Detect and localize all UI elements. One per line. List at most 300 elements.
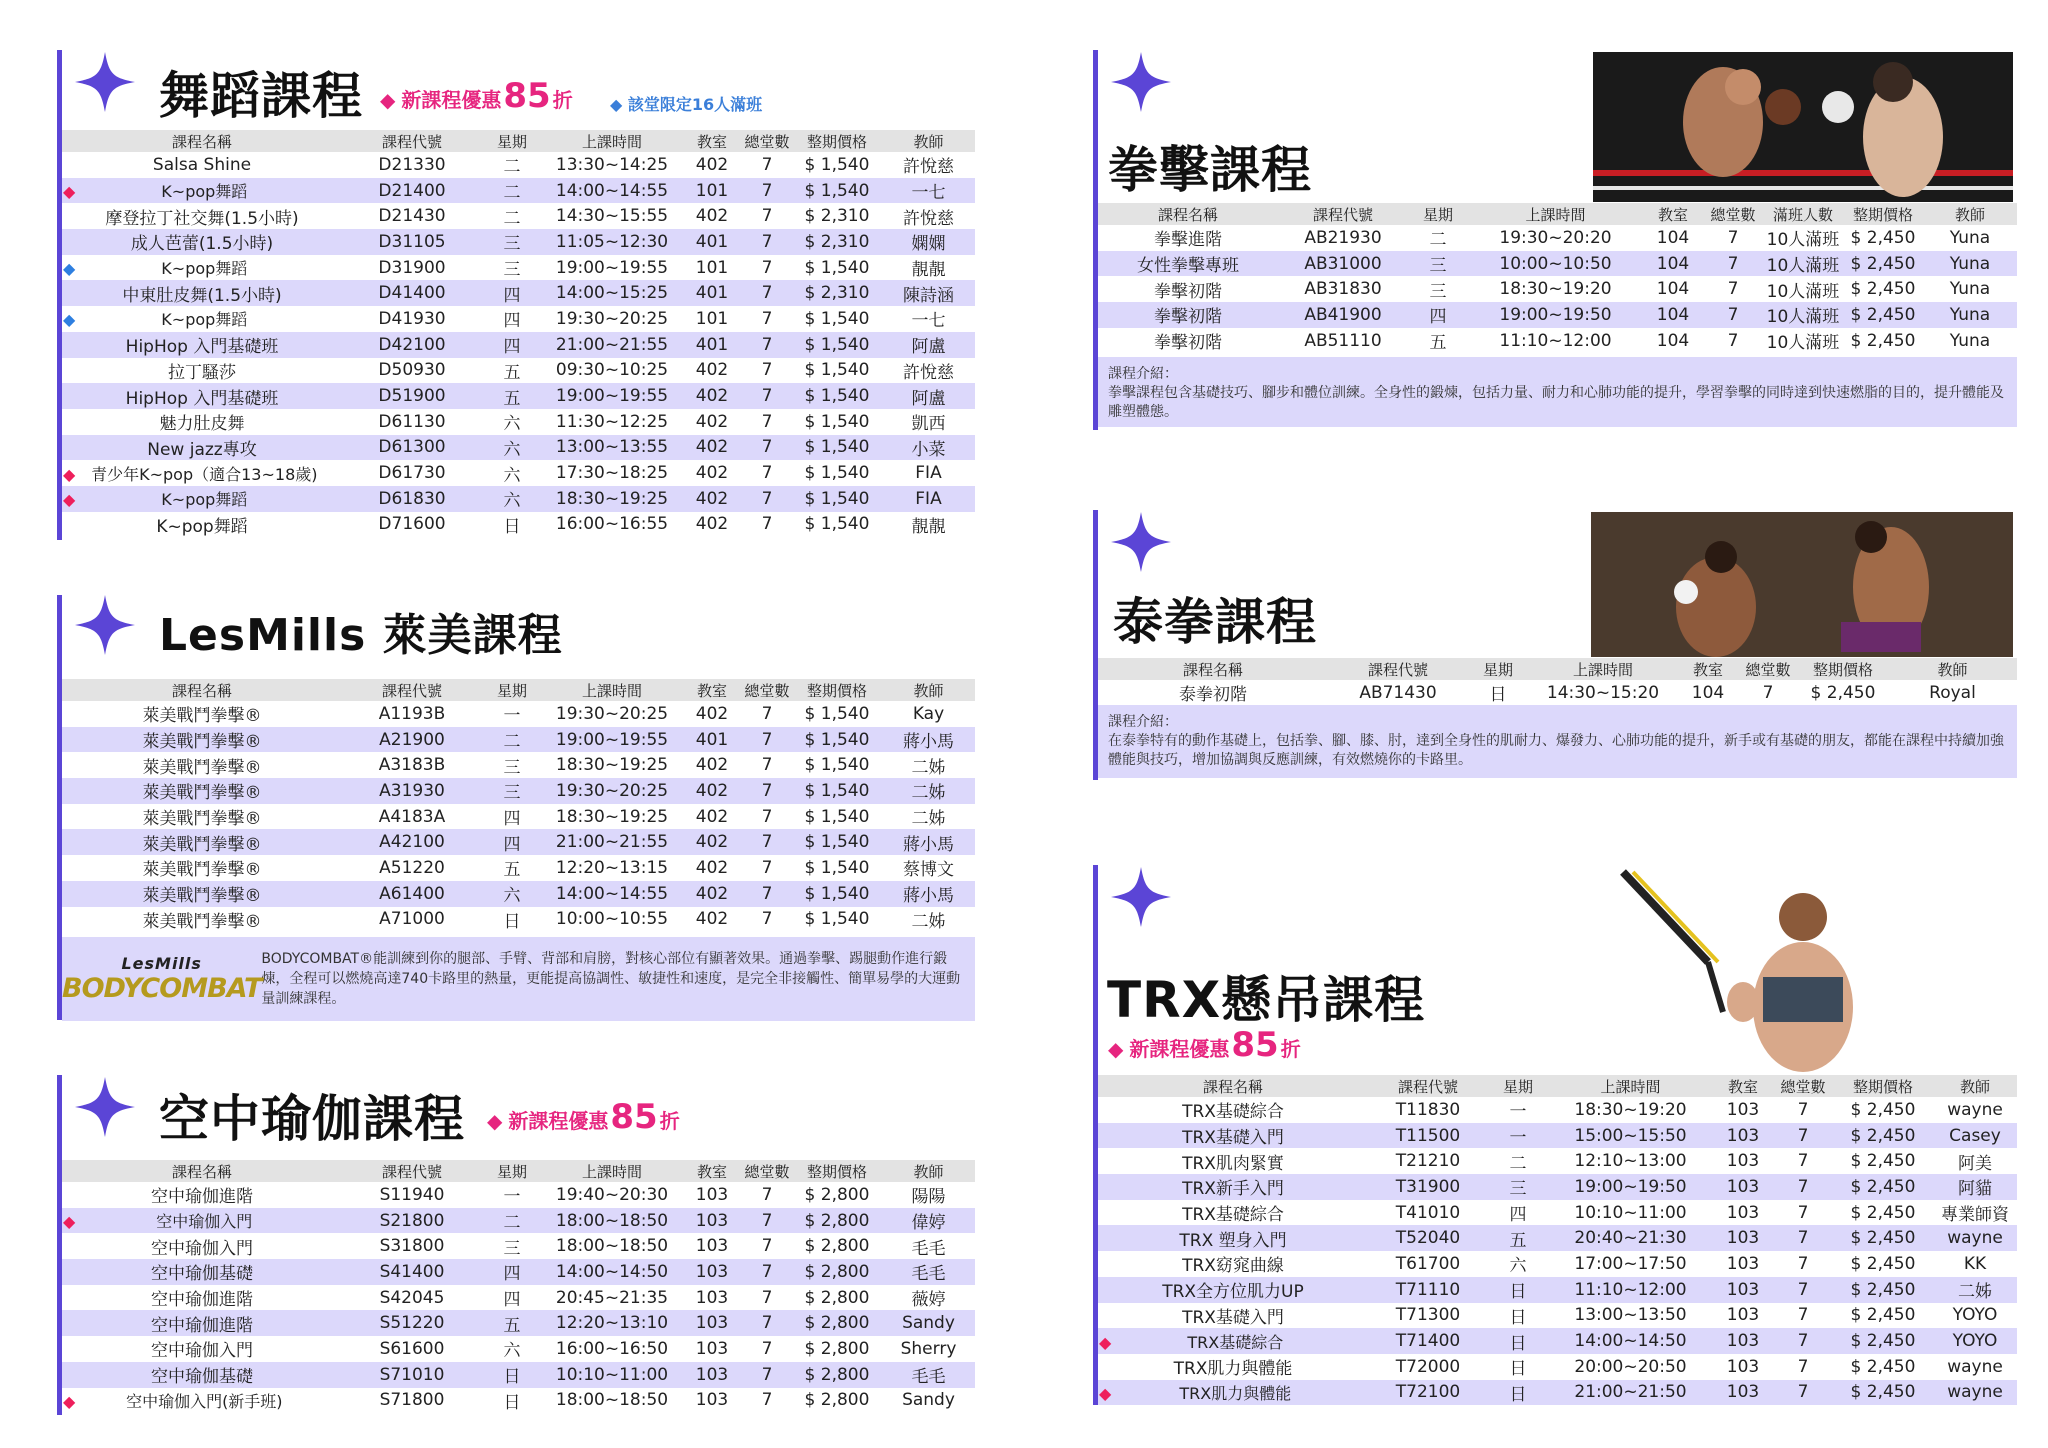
table-cell: 7 [742,1208,792,1234]
table-cell: 103 [1713,1277,1773,1303]
table-cell: 401 [682,229,742,255]
course-name-cell: 空中瑜伽基礎 [62,1259,342,1285]
schedule-table [1098,203,2017,353]
table-row [62,855,975,881]
table-cell: 103 [695,1236,729,1257]
table-cell: 7 [1773,1328,1833,1354]
column-header: 上課時間 [542,1160,682,1182]
table-cell: 104 [1643,302,1703,328]
table-row [62,229,975,255]
table-cell: 402 [695,806,729,827]
table-cell: 10人滿班 [1766,281,1840,302]
table-cell: 薇婷 [911,1290,946,1311]
column-header: 總堂數 [742,1160,792,1182]
column-header: 教師 [882,130,975,152]
muaythai-photo [1591,512,2013,657]
four-point-star-icon [1111,867,1171,927]
course-name-cell: 萊美戰鬥拳擊® [142,809,262,830]
table-cell: wayne [1933,1380,2017,1406]
course-name-cell: K~pop舞蹈 [156,516,248,537]
diamond-icon: ◆ [380,88,396,112]
table-cell: 11:10~12:00 [1499,330,1612,351]
table-cell: 19:00~19:50 [1548,1174,1713,1200]
table-row [62,255,975,281]
table-cell: 三 [1408,251,1468,277]
table-cell: 日 [1488,1328,1548,1354]
table-cell: 103 [695,1287,729,1308]
table-row [1098,1097,2017,1123]
table-cell: 7 [761,909,773,930]
table-cell: 7 [761,1338,773,1359]
table-cell: 7 [761,360,773,381]
table-cell: 402 [695,703,729,724]
table-cell: S71800 [379,1390,445,1411]
table-cell: 7 [761,806,773,827]
table-cell: $ 2,800 [804,1287,870,1308]
table-cell: $ 2,800 [792,1208,882,1234]
table-row [1098,1303,2017,1329]
table-cell: D31900 [378,257,446,278]
table-cell: 18:30~19:25 [542,486,682,512]
table-cell: 101 [695,308,729,329]
table-cell: 7 [761,154,773,175]
course-name-cell: 拳擊初階 [1154,333,1222,354]
table-cell: 阿盧 [882,332,975,358]
table-cell: 一 [1488,1123,1548,1149]
table-header-row [62,1160,975,1182]
table-cell: 13:00~13:55 [542,435,682,461]
table-cell: 專業師資 [1941,1205,2009,1226]
pink-diamond-icon: ◆ [63,1391,76,1411]
course-name-cell: ◆ TRX基礎綜合 [1098,1328,1368,1354]
table-cell: 二姊 [911,911,946,932]
table-cell: $ 1,540 [804,308,870,329]
course-name-cell: 萊美戰鬥拳擊® [142,860,262,881]
table-row [62,1233,975,1259]
table-cell: Sandy [882,1310,975,1336]
table-cell: 五 [503,362,521,383]
column-header: 整期價格 [1843,203,1923,225]
table-cell: $ 1,540 [792,332,882,358]
table-cell: AB71430 [1359,682,1437,703]
table-cell: 11:30~12:25 [555,411,669,432]
table-cell: 二姊 [911,809,946,830]
table-row [1098,1200,2017,1226]
table-cell: $ 2,310 [804,206,870,227]
table-cell: 陽陽 [911,1187,946,1208]
table-cell: 10:00~10:50 [1468,251,1643,277]
table-cell: 14:00~14:55 [542,178,682,204]
table-cell: Yuna [1923,302,2017,328]
course-name-cell: 空中瑜伽入門 [151,1341,253,1362]
table-cell: 103 [1726,1253,1760,1274]
table-cell: A21900 [342,727,482,753]
table-cell: S41400 [342,1259,482,1285]
column-header: 教室 [1713,1075,1773,1097]
column-header: 課程名稱 [62,130,342,152]
section-title: 拳擊課程 [1108,141,1312,199]
table-row [62,486,975,512]
table-row [1098,302,2017,328]
table-cell: 五 [503,860,521,881]
table-cell: 14:00~14:50 [542,1259,682,1285]
table-cell: $ 1,540 [792,829,882,855]
table-cell: 7 [742,332,792,358]
table-row [1098,1225,2017,1251]
table-cell: $ 2,450 [1833,1328,1933,1354]
table-row [62,1285,975,1311]
table-cell: $ 2,800 [804,1184,870,1205]
course-name-cell: 萊美戰鬥拳擊® [142,757,262,778]
table-cell: D31105 [342,229,482,255]
table-cell: 11:05~12:30 [542,229,682,255]
table-cell: 19:00~19:55 [555,257,669,278]
column-header: 總堂數 [742,679,792,701]
course-name-cell: 萊美戰鬥拳擊® [62,727,342,753]
table-cell: YOYO [1933,1328,2017,1354]
table-cell: D21430 [378,206,446,227]
table-cell: 19:30~20:20 [1499,227,1612,248]
column-header: 整期價格 [792,130,882,152]
pink-diamond-icon: ◆ [63,1212,76,1232]
table-cell: 靚靚 [911,260,946,281]
course-name-cell: TRX全方位肌力UP [1098,1277,1368,1303]
course-name-cell: TRX新手入門 [1098,1174,1368,1200]
course-name-cell: TRX基礎入門 [1182,1307,1284,1328]
course-name-cell: TRX基礎綜合 [1182,1205,1284,1226]
table-cell: 7 [761,308,773,329]
column-header: 上課時間 [542,130,682,152]
promo-label: ◆ 新課程優惠 85 折 [487,1097,680,1137]
table-row [62,752,975,778]
table-cell: $ 2,450 [1810,682,1876,703]
course-name-cell: 拳擊進階 [1154,230,1222,251]
table-cell: $ 2,450 [1850,1202,1916,1223]
table-cell: 7 [1727,227,1739,248]
table-row [1098,276,2017,302]
diamond-icon: ◆ [1108,1037,1124,1061]
column-header: 教師 [1933,1075,2017,1097]
table-cell: 蔡博文 [903,860,954,881]
table-cell: T71400 [1368,1328,1488,1354]
blue-diamond-icon: ◆ [63,259,76,279]
column-header: 課程代號 [342,1160,482,1182]
table-cell: 日 [1488,1380,1548,1406]
course-name-cell: ◆ K~pop舞蹈 [62,178,342,204]
table-cell: A1193B [378,703,446,724]
column-header: 教師 [1888,658,2017,680]
table-row [1098,1328,2017,1354]
table-cell: 7 [742,1310,792,1336]
table-cell: 7 [1773,1277,1833,1303]
column-header: 星期 [1408,203,1468,225]
table-cell: YOYO [1952,1305,1998,1326]
schedule-table [62,130,975,537]
course-name-cell: 空中瑜伽進階 [62,1310,342,1336]
table-cell: 六 [482,486,542,512]
table-cell: $ 1,540 [804,360,870,381]
table-cell: A4183A [378,806,446,827]
table-row [62,358,975,384]
table-cell: 103 [1713,1225,1773,1251]
course-intro: 課程介紹： 拳擊課程包含基礎技巧、腳步和體位訓練。全身性的鍛煉，包括力量、耐力和心肺功能的提升，學習拳擊的同時達到快速燃脂的目的，提升體能及雕塑體態。 [1098,357,2017,427]
table-cell: 三 [503,757,521,778]
table-row [1098,1354,2017,1380]
table-cell: Sherry [900,1338,957,1359]
diamond-icon: ◆ [610,95,628,114]
table-cell: 7 [742,280,792,306]
table-cell: Yuna [1923,251,2017,277]
table-cell: 一 [503,1187,521,1208]
table-cell: 402 [695,755,729,776]
table-cell: 402 [682,486,742,512]
table-cell: 陳詩涵 [882,280,975,306]
table-cell: $ 1,540 [804,703,870,724]
table-row [62,203,975,229]
table-cell: FIA [915,463,942,484]
table-cell: 7 [742,1259,792,1285]
table-cell: 7 [761,1236,773,1257]
table-cell: 7 [1797,1356,1809,1377]
table-cell: 402 [695,154,729,175]
table-cell: 日 [503,911,521,932]
table-cell: 103 [682,1310,742,1336]
table-cell: 20:40~21:30 [1548,1225,1713,1251]
table-cell: 19:00~19:55 [542,727,682,753]
table-cell: 二 [482,727,542,753]
table-cell: $ 2,450 [1850,1305,1916,1326]
table-cell: $ 1,540 [792,881,882,907]
table-cell: S71010 [342,1362,482,1388]
table-cell: 日 [503,516,521,537]
table-row [62,332,975,358]
table-cell: 402 [695,360,729,381]
table-cell: $ 2,450 [1850,1253,1916,1274]
column-header: 課程代號 [342,130,482,152]
table-cell: 13:30~14:25 [555,154,669,175]
section-title: 泰拳課程 [1113,593,1317,651]
table-row [62,701,975,727]
table-cell: $ 2,800 [804,1390,870,1411]
full-class-note: ◆ 該堂限定16人滿班 [610,95,763,114]
table-cell: 103 [695,1390,729,1411]
table-cell: $ 2,310 [792,229,882,255]
table-row [62,1208,975,1234]
table-cell: 103 [682,1208,742,1234]
table-cell: 7 [761,1184,773,1205]
table-cell: 小菜 [882,435,975,461]
table-cell: 103 [1713,1123,1773,1149]
course-name-cell: 空中瑜伽基礎 [62,1362,342,1388]
table-cell: 六 [482,435,542,461]
table-cell: S21800 [342,1208,482,1234]
four-point-star-icon [75,595,135,655]
table-row [62,178,975,204]
course-name-cell: ◆ TRX肌力與體能 [1098,1380,1368,1406]
table-cell: 401 [682,280,742,306]
table-cell: 19:30~20:25 [555,308,669,329]
table-cell: 18:30~19:20 [1574,1099,1687,1120]
column-header: 整期價格 [1833,1075,1933,1097]
course-name-cell: New jazz專攻 [62,435,342,461]
course-name-cell: 萊美戰鬥拳擊® [62,829,342,855]
table-cell: 日 [1488,1277,1548,1303]
table-row [62,512,975,538]
table-cell: 101 [695,257,729,278]
column-header: 整期價格 [792,1160,882,1182]
table-cell: 7 [1773,1380,1833,1406]
trx-section [1093,865,2017,1405]
table-cell: 15:00~15:50 [1548,1123,1713,1149]
table-cell: S31800 [379,1236,445,1257]
table-cell: 17:00~17:50 [1574,1253,1687,1274]
table-cell: T61700 [1395,1253,1461,1274]
table-cell: 19:30~20:25 [555,703,669,724]
table-cell: 三 [1488,1174,1548,1200]
table-cell: $ 1,540 [804,514,870,535]
table-cell: Royal [1929,682,1976,703]
column-header: 總堂數 [1738,658,1798,680]
course-name-cell: ◆ 空中瑜伽入門 [62,1208,342,1234]
column-header: 課程代號 [1278,203,1408,225]
table-row [62,1310,975,1336]
table-cell: $ 2,800 [804,1236,870,1257]
table-cell: 103 [682,1362,742,1388]
table-row [62,383,975,409]
schedule-table [62,1160,975,1413]
table-cell: D51900 [342,383,482,409]
table-cell: 7 [1797,1099,1809,1120]
table-row [1098,1123,2017,1149]
table-cell: $ 1,540 [804,806,870,827]
table-cell: 蔣小馬 [882,727,975,753]
table-cell: D21330 [378,154,446,175]
table-header-row [62,130,975,152]
boxing-section [1093,50,2017,430]
table-cell: 12:20~13:10 [542,1310,682,1336]
table-cell: 一七 [911,311,946,332]
table-cell: 18:00~18:50 [555,1390,669,1411]
course-name-cell: Salsa Shine [152,154,252,175]
course-name-cell: 拳擊初階 [1154,281,1222,302]
column-header: 整期價格 [792,679,882,701]
table-cell: 10人滿班 [1766,333,1840,354]
table-cell: 7 [761,703,773,724]
table-cell: 7 [742,435,792,461]
table-cell: AB51110 [1304,330,1382,351]
table-row [1098,1277,2017,1303]
table-cell: 四 [1509,1205,1527,1226]
lesmills-section [57,595,977,1020]
table-cell: KK [1963,1253,1987,1274]
aerial-yoga-section [57,1075,977,1415]
column-header: 教室 [682,679,742,701]
course-name-cell: TRX基礎綜合 [1182,1102,1284,1123]
table-cell: T41010 [1395,1202,1461,1223]
four-point-star-icon [75,52,135,112]
table-cell: 7 [761,755,773,776]
table-cell: $ 1,540 [792,383,882,409]
table-cell: $ 2,800 [792,1259,882,1285]
table-cell: 18:30~19:20 [1499,279,1612,300]
table-cell: $ 2,800 [804,1338,870,1359]
table-cell: 7 [742,178,792,204]
table-cell: 阿盧 [882,383,975,409]
table-row [62,778,975,804]
table-cell: 三 [482,229,542,255]
table-cell: 一七 [882,178,975,204]
table-row [62,881,975,907]
table-cell: 7 [1797,1202,1809,1223]
table-cell: 21:00~21:50 [1548,1380,1713,1406]
column-header: 教室 [682,1160,742,1182]
table-cell: 毛毛 [882,1259,975,1285]
column-header: 總堂數 [1703,203,1763,225]
table-cell: 103 [695,1184,729,1205]
table-cell: 14:30~15:20 [1546,682,1660,703]
table-cell: 103 [1726,1356,1760,1377]
table-cell: 402 [695,206,729,227]
table-cell: 7 [1773,1174,1833,1200]
table-cell: 7 [1703,251,1763,277]
table-cell: 7 [1773,1123,1833,1149]
table-cell: 四 [503,1290,521,1311]
table-row [62,1259,975,1285]
table-cell: 21:00~21:55 [542,829,682,855]
course-name-cell: 萊美戰鬥拳擊® [142,911,262,932]
table-cell: 二 [482,178,542,204]
column-header: 星期 [482,1160,542,1182]
course-name-cell: TRX肌肉緊實 [1182,1153,1284,1174]
table-cell: 靚靚 [911,516,946,537]
table-cell: 四 [1408,302,1468,328]
table-header-row [62,679,975,701]
table-cell: T72100 [1368,1380,1488,1406]
course-name-cell: 空中瑜伽進階 [151,1187,253,1208]
table-cell: 402 [695,411,729,432]
table-cell: $ 1,540 [804,463,870,484]
table-cell: 103 [1713,1174,1773,1200]
table-cell: 凱西 [911,414,946,435]
table-cell: 104 [1656,279,1690,300]
table-cell: 二 [482,1208,542,1234]
table-cell: A61400 [342,881,482,907]
course-name-cell: 空中瑜伽入門 [151,1238,253,1259]
table-header-row [1098,1075,2017,1097]
table-cell: 7 [1797,1253,1809,1274]
table-cell: 17:30~18:25 [555,463,669,484]
table-cell: 7 [761,514,773,535]
column-header: 課程代號 [1328,658,1468,680]
table-cell: 許悅慈 [903,362,954,383]
table-cell: 7 [761,206,773,227]
table-cell: D71600 [378,514,446,535]
section-title: 空中瑜伽課程 [159,1090,465,1148]
bodycombat-logo: LesMills BODYCOMBAT [62,954,262,1004]
table-cell: 402 [682,829,742,855]
table-cell: 7 [742,881,792,907]
bodycombat-info [62,937,975,1021]
table-cell: 毛毛 [882,1362,975,1388]
table-row [62,1182,975,1208]
table-cell: 18:00~18:50 [542,1208,682,1234]
column-header: 課程名稱 [1098,1075,1368,1097]
table-cell: 三 [503,1238,521,1259]
section-title: LesMills 萊美課程 [159,610,563,661]
table-cell: 10:10~11:00 [542,1362,682,1388]
column-header: 上課時間 [1468,203,1643,225]
table-cell: S11940 [379,1184,445,1205]
